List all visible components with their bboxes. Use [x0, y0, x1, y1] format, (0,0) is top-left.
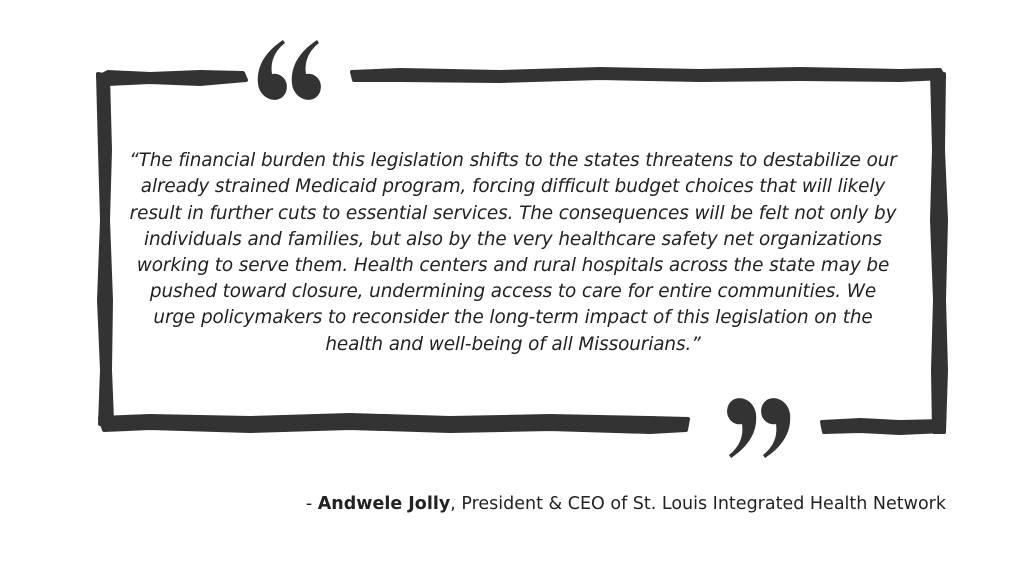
speaker-name: Andwele Jolly	[317, 494, 451, 514]
attribution	[306, 494, 946, 514]
frame-right-stroke	[932, 72, 946, 432]
frame-bottom-left-stroke	[100, 415, 688, 432]
speaker-title: , President & CEO of St. Louis Integrated Health Network	[450, 494, 946, 514]
close-quote-mark-icon	[727, 398, 790, 458]
quote-text: “The financial burden this legislation shifts to the states threatens to destabilize our already strained Medicaid program, forcing difficult budget choices that will likely result in further cuts to essential services. The consequences will be felt not only by individuals and families, but also by the very healthcare safety net organizations working to serve them. Health centers and rural hospitals across the state may be pushed toward closure, undermining access to care for entire communities. We urge policymakers to reconsider the long-term impact of this legislation on the health and well-being of all Missourians.”	[129, 150, 897, 355]
frame-left-stroke	[98, 74, 112, 424]
attribution-prefix: -	[305, 494, 318, 514]
quote-container	[128, 108, 898, 398]
open-quote-mark-icon	[258, 40, 321, 100]
frame-top-right-stroke	[352, 69, 944, 81]
frame-bottom-right-stroke	[822, 420, 944, 433]
frame-top-left-stroke	[98, 72, 246, 84]
